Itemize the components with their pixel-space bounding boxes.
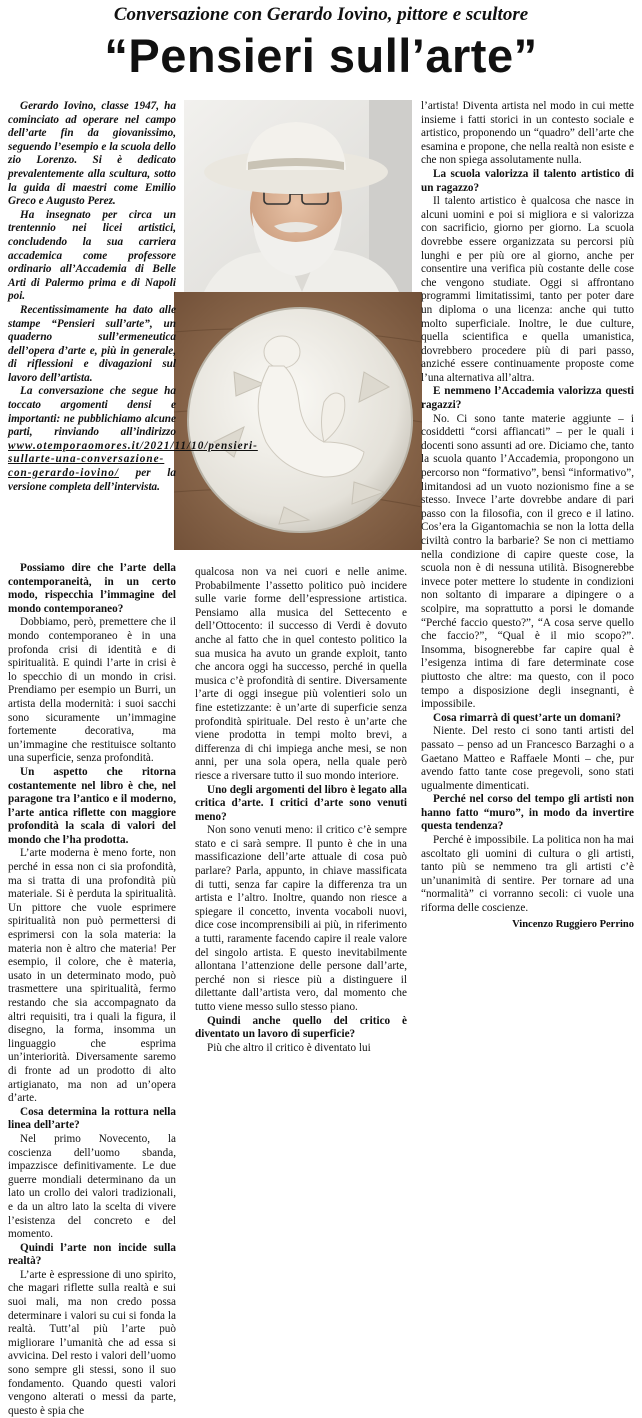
interview-answer: Più che altro il critico è diventato lui (207, 1041, 371, 1054)
article-intro (8, 100, 258, 494)
continued-paragraph: l’artista! Diventa artista nel modo in cui mette insieme i fatti storici in un contesto sociale e artistico, proponendo un “quadro” dell’arte che esamina e propone, che nella realtà non esiste e che non spiega assolutamente nulla. (421, 100, 634, 167)
interview-question: Quindi l’arte non incide sulla realtà? (8, 1241, 176, 1268)
article-title: “Pensieri sull’arte” (104, 29, 538, 82)
interview-answer: L’arte moderna è meno forte, non perché in essa non ci sia profondità, ma si tratta di una profondità più materiale. Si è perduta la spiritualità. Un pittore che vuole esprimere spiritualità non può permettersi di esprimersi con la sola materia: la materia non è altro che materia! Per esempio, il colore, che è materia, usato in un determinato modo, può trasmettere una spiritualità, fermo restando che sia accompagnato da altri requisiti, tra i quali la figura, il disegno, la forma, insomma un linguaggio che esprima un’interiorità. Diversamente saremo di fronte ad un prodotto di alto artigianato, ma non ad un’opera d’arte. (8, 847, 176, 1105)
portrait-photo (184, 100, 412, 292)
interview-answer: Nel primo Novecento, la coscienza dell’uomo sbanda, impazzisce definitivamente. Le due guerre mondiali determinano da un lato un crollo dei valori tradizionali, e da un altro lato la scelta di vivere l’esistenza del concreto e del momento. (8, 1132, 176, 1241)
interview-answer: L’arte è espressione di uno spirito, che magari riflette sulla realtà e sui suoi mali, ma non credo possa determinare i valori su cui si fonda la realtà. Tutt’al più l’arte può migliorare l’umanità che ad essa si avvicina. Del resto i valori dell’uomo sono sempre gli stessi, sono il suo fondamento. Quando questi valori vengono alterati o messi da parte, questo è spia che (8, 1268, 176, 1417)
interview-question: Quindi anche quello del critico è diventato un lavoro di superficie? (195, 1014, 407, 1041)
interview-question: E nemmeno l’Accademia valorizza questi ragazzi? (421, 385, 634, 412)
interview-question: Possiamo dire che l’arte della contemporaneità, in un certo modo, rispecchia l’immagine del mondo contemporaneo? (8, 562, 176, 615)
interview-answer: No. Ci sono tante materie aggiunte – i cosiddetti “corsi affiancati” – per le quali i docenti sono assunti ad ore. Diciamo che, tanto la scuola quanto l’Accademia, propongono un percorso non “formativo”, bensì “informativo”, limitandosi ad un vuoto nozionismo fine a se stesso. Invece l’arte dovrebbe andare di pari passo con la filosofia, con il greco e il latino. Cos’era la Gigantomachia se non la lotta della civiltà contro la barbarie? Se non ci mettiamo nella condizione di capire queste cose, la scuola non è di nessuna utilità. Bisognerebbe invece poter mettere lo studente in condizioni non soltanto di imparare a dipingere o a scolpire, ma soprattutto a porsi le domande “Perché faccio questo?”, “A cosa serve quello che faccio?”, “Qual è il mio scopo?”. Insomma, bisognerebbe far capire qual è l’esigenza intima di fare determinate cose piuttosto che altre: ma questo, con il poco tempo a disposizione degli insegnanti, è impossibile. (421, 412, 634, 711)
interview-answer: Il talento artistico è qualcosa che nasce in alcuni uomini e poi si migliora e si valorizza con sacrificio, giorno per giorno. La scuola dovrebbe essere organizzata su percorsi più lunghi e per più ore al giorno, anche per consentire una verifica più costante delle cose che vengono studiate. Oggi si affrontano programmi limitatissimi, tanto per poter dare un diploma o una licenza: anche qui tutto molto superficiale. Inoltre, le due culture, quella scientifica e quella umanistica, dovrebbero procedere più di pari passo, anziché essere continuamente proposte come l’una alternativa all’altra. (421, 195, 634, 384)
column-3 (421, 100, 634, 931)
intro-paragraph: La conversazione che segue ha toccato argomenti densi e importanti: ne pubblichiamo alcune parti, rinviando all’indirizzo www.otemporaomores.it/2021/11/10/pensieri-sullarte-una-conversazione-con-gerardo-iovino/ per la versione completa dell’intervista. (8, 385, 258, 493)
article-link[interactable]: www.otemporaomores.it/2021/11/10/pensieri-sullarte-una-conversazione-con-gerardo-iovino/ (8, 439, 258, 480)
article-kicker: Conversazione con Gerardo Iovino, pittore e scultore (113, 4, 529, 25)
column-1 (8, 562, 176, 1418)
interview-answer: Niente. Del resto ci sono tanti artisti del passato – penso ad un Francesco Barzaghi o a Gaetano Matteo e Raffaele Monti – che, pur avendo fatto tante cose pregevoli, sono stati ugualmente dimenticati. (421, 725, 634, 792)
interview-question: La scuola valorizza il talento artistico di un ragazzo? (421, 167, 634, 194)
interview-question: Un aspetto che ritorna costantemente nel libro è che, nel paragone tra l’antico e il moderno, l’arte antica riflette con maggiore profondità la scala di valori del mondo che l’ha prodotta. (8, 765, 176, 846)
interview-question: Cosa rimarrà di quest’arte un domani? (433, 711, 622, 724)
continued-paragraph: qualcosa non va nei cuori e nelle anime. Probabilmente l’assetto politico può incidere sulle varie forme dell’espressione artistica. Pensiamo alla musica del Settecento e dell’Ottocento: il successo di Verdi è dovuto anche al fatto che in quel contesto politico la sua musica ha avuto un grande exploit, tanto che ancora oggi ha successo, perché in quella musica c’è profondità di sentire. Diversamente l’arte di oggi insegue più volentieri solo un fine estetizzante: è un’arte di superficie senza profondità spirituale. Del resto è un’arte che viene prodotta in tempi molto brevi, a differenza di chi impiega anche mesi, se non anni, per una sola opera, nella quale però riesce a riversare tutto il suo mondo interiore. (195, 566, 407, 782)
interview-question: Perché nel corso del tempo gli artisti non hanno fatto “muro”, in modo da invertire questa tendenza? (421, 793, 634, 833)
interview-answer: Non sono venuti meno: il critico c’è sempre stato e ci sarà sempre. Il punto è che in una massificazione dell’arte attuale di cosa può parlare? Parla, appunto, in chiave massificata di tutti, senza far capire la differenza tra un artista e l’altro. Inoltre, quando non riesce a spiegare il concetto, inventa vocaboli nuovi, dice cose incomprensibili ai più, in riferimento a tutti, raramente facendo capire il reale valore del singolo artista. E questo inevitabilmente allontana l’attenzione delle persone dall’arte, perché non si riesce più a distinguere il dilettante dall’artista vero, dal momento che tutto viene messo sullo stesso piano. (195, 824, 407, 1013)
intro-paragraph: Gerardo Iovino, classe 1947, ha cominciato ad operare nel campo dell’arte fin da giovanissimo, seguendo l’esempio e la scuola dello zio Lorenzo. Si è dedicato prevalentemente alla scultura, sotto la guida di maestri come Emilio Greco e Augusto Perez. (8, 100, 176, 208)
intro-paragraph: Ha insegnato per circa un trentennio nei licei artistici, concludendo la sua carriera accademica come professore ordinario all’Accademia di Belle Arti di Palermo prima e di Napoli poi. (8, 208, 176, 303)
author-signature: Vincenzo Ruggiero Perrino (512, 918, 634, 930)
interview-question: Uno degli argomenti del libro è legato alla critica d’arte. I critici d’arte sono venuti meno? (195, 783, 407, 823)
intro-paragraph: Recentissimamente ha dato alle stampe “Pensieri sull’arte”, un quaderno sull’ermeneutica dell’opera d’arte e, più in generale, di riflessioni e divagazioni sul lavoro dell’artista. (8, 303, 176, 384)
relief-sculpture-photo (174, 292, 422, 550)
interview-answer: Dobbiamo, però, premettere che il mondo contemporaneo è in una profonda crisi di identità e di spiritualità. E quindi l’arte in crisi è lo specchio di un mondo in crisi. Prendiamo per esempio un Burri, un artista della modernità: i suoi sacchi sono sicuramente un’immagine fortemente decorativa, ma un’immagine che restituisce soltanto una superficie, senza profondità. (8, 616, 176, 765)
column-2 (195, 566, 407, 1055)
interview-question: Cosa determina la rottura nella linea dell’arte? (8, 1105, 176, 1132)
interview-answer: Perché è impossibile. La politica non ha mai ascoltato gli uomini di cultura o gli artisti, tanto più se nemmeno tra gli artisti c’è un’unanimità di sentire. Per tornare ad una “normalità” ci vorranno secoli: ci vuole una riforma delle coscienze. (421, 834, 634, 915)
